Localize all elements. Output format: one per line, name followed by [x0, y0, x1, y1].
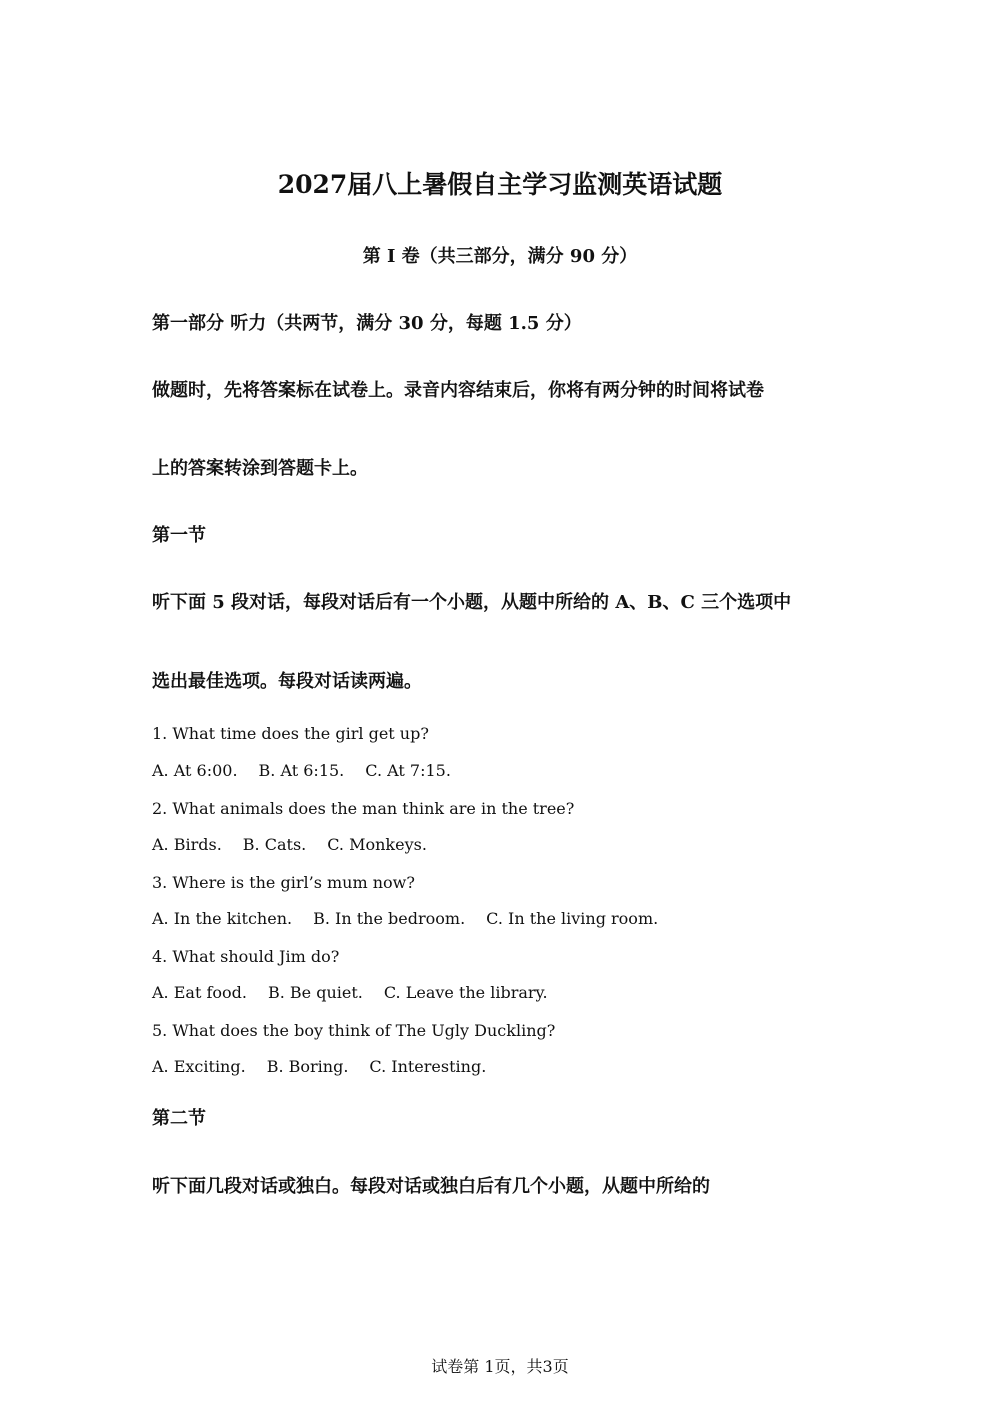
question-1-option-c: C. At 7:15. [365, 761, 451, 780]
question-5-option-b: B. Boring. [266, 1057, 349, 1076]
question-2-option-a: A. Birds. [152, 835, 222, 854]
section1-heading: 第一节 [152, 525, 206, 546]
question-1-option-a: A. At 6:00. [152, 761, 238, 780]
question-4-stem: 4. What should Jim do? [152, 947, 340, 966]
section1-instruction-line2: 选出最佳选项。每段对话读两遍。 [152, 671, 422, 692]
question-4-option-b: B. Be quiet. [267, 983, 363, 1002]
question-5-options [152, 1056, 507, 1078]
exam-title: 2027届八上暑假自主学习监测英语试题 [277, 170, 723, 199]
question-2-stem: 2. What animals does the man think are in the tree? [152, 799, 575, 818]
volume-heading: 第 I 卷（共三部分，满分 90 分） [362, 246, 638, 267]
question-3-option-c: C. In the living room. [486, 909, 659, 928]
section2-instruction-line1: 听下面几段对话或独白。每段对话或独白后有几个小题，从题中所给的 [152, 1176, 710, 1197]
part1-instruction-line2: 上的答案转涂到答题卡上。 [152, 458, 368, 479]
question-4-option-c: C. Leave the library. [383, 983, 548, 1002]
question-5-option-c: C. Interesting. [369, 1057, 487, 1076]
question-3-option-b: B. In the bedroom. [313, 909, 466, 928]
question-5-stem: 5. What does the boy think of The Ugly Duckling? [152, 1021, 556, 1040]
question-4-option-a: A. Eat food. [152, 983, 247, 1002]
question-5-option-a: A. Exciting. [152, 1057, 246, 1076]
question-2-option-c: C. Monkeys. [327, 835, 427, 854]
question-1-option-b: B. At 6:15. [258, 761, 345, 780]
question-2-options [152, 834, 448, 856]
part1-instruction-line1: 做题时，先将答案标在试卷上。录音内容结束后，你将有两分钟的时间将试卷 [152, 380, 764, 401]
part1-heading: 第一部分 听力（共两节，满分 30 分，每题 1.5 分） [152, 313, 582, 334]
section1-instruction-line1: 听下面 5 段对话，每段对话后有一个小题，从题中所给的 A、B、C 三个选项中 [152, 592, 792, 613]
question-3-options [152, 908, 679, 930]
question-1-options [152, 760, 472, 782]
section2-heading: 第二节 [152, 1108, 206, 1129]
question-4-options [152, 982, 569, 1004]
question-1-stem: 1. What time does the girl get up? [152, 724, 429, 743]
question-3-option-a: A. In the kitchen. [152, 909, 293, 928]
page-footer: 试卷第 1页，共3页 [431, 1357, 569, 1376]
question-3-stem: 3. Where is the girl’s mum now? [152, 873, 415, 892]
question-2-option-b: B. Cats. [242, 835, 307, 854]
